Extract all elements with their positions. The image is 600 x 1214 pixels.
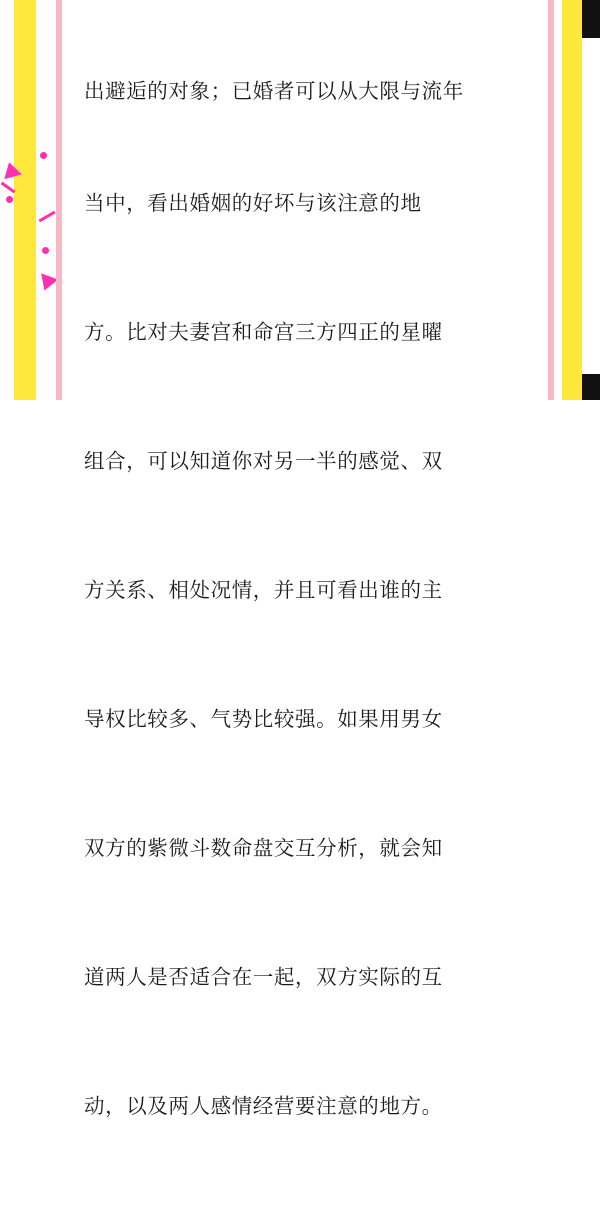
triangle-icon bbox=[36, 273, 58, 293]
body-paragraph bbox=[84, 0, 530, 1214]
right-black-block-bottom bbox=[582, 374, 600, 400]
dot-icon bbox=[6, 196, 13, 203]
dot-icon bbox=[42, 247, 49, 254]
text-line: 方。比对夫妻宫和命宫三方四正的星曜 bbox=[84, 320, 443, 344]
dot-icon bbox=[40, 152, 47, 159]
left-yellow-bar bbox=[14, 0, 36, 400]
text-line: 双方的紫微斗数命盘交互分析，就会知 bbox=[84, 836, 443, 860]
text-line: 动，以及两人感情经营要注意的地方。 bbox=[84, 1094, 443, 1118]
text-line: 方关系、相处况情，并且可看出谁的主 bbox=[84, 578, 443, 602]
slash-icon bbox=[38, 211, 55, 223]
left-decoration-band bbox=[0, 0, 56, 400]
right-yellow-bar bbox=[562, 0, 582, 400]
text-line: 出避逅的对象；已婚者可以从大限与流年 bbox=[84, 79, 464, 103]
text-line: 组合，可以知道你对另一半的感觉、双 bbox=[84, 449, 443, 473]
right-decoration-band bbox=[554, 0, 600, 400]
text-line: 当中，看出婚姻的好坏与该注意的地 bbox=[84, 191, 422, 215]
content-card-inner bbox=[62, 0, 548, 1118]
content-card bbox=[56, 0, 554, 1118]
right-black-block-top bbox=[582, 0, 600, 38]
text-line: 道两人是否适合在一起，双方实际的互 bbox=[84, 965, 443, 989]
right-white-gap bbox=[582, 38, 600, 374]
text-line: 导权比较多、气势比较强。如果用男女 bbox=[84, 707, 443, 731]
